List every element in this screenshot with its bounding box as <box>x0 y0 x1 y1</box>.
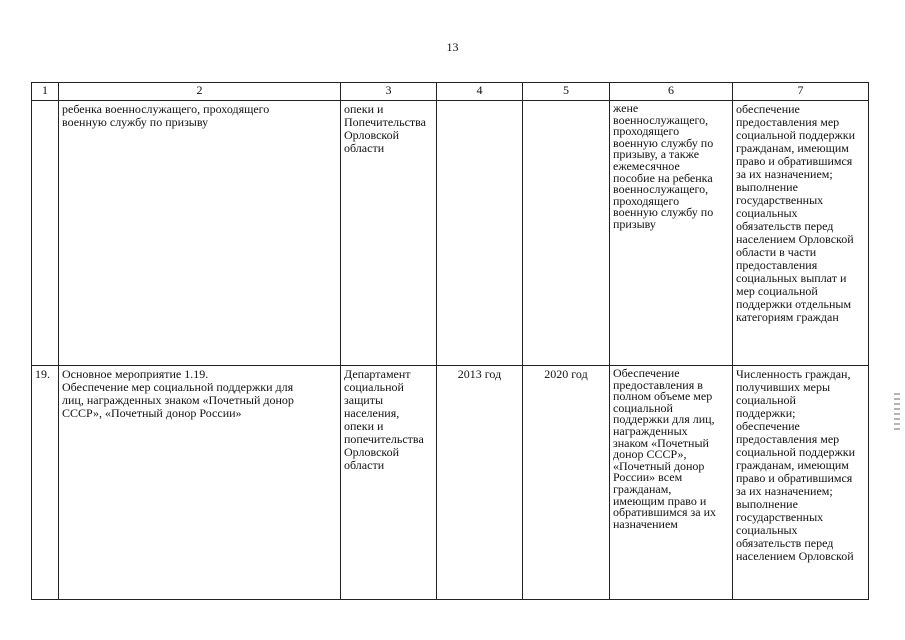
row-number <box>32 101 59 366</box>
text-line: «Почетный донор <box>613 458 705 473</box>
text-line: поддержки для лиц, <box>613 412 715 427</box>
text-line: категориям граждан <box>736 310 839 324</box>
text-line: пособие на ребенка <box>613 170 713 185</box>
measure-name-cell <box>59 101 341 366</box>
text-line: лиц, награжденных знаком «Почетный донор <box>62 393 294 407</box>
text-line: обратившимся за их <box>613 505 717 520</box>
related-indicators-cell <box>733 101 869 366</box>
start-year-cell <box>437 101 523 366</box>
header-cell-1: 1 <box>32 83 59 101</box>
text-line: награжденных <box>613 423 688 438</box>
end-year-cell <box>523 101 610 366</box>
executor-cell <box>341 101 437 366</box>
text-line: призыву <box>613 216 656 231</box>
text-line: области <box>344 141 385 155</box>
text-line: ребенка военнослужащего, проходящего <box>62 102 270 116</box>
header-cell-5: 5 <box>523 83 610 101</box>
text-line: Департамент <box>344 367 411 381</box>
text-line: населением Орловской <box>736 232 854 246</box>
text-line: государственных <box>736 510 824 524</box>
text-line: проходящего <box>613 124 680 139</box>
text-line: военнослужащего, <box>613 112 709 127</box>
text-line: обязательств перед <box>736 536 834 550</box>
related-indicators-cell <box>733 366 869 600</box>
header-cell-2: 2 <box>59 83 341 101</box>
text-line: Орловской <box>344 128 400 142</box>
text-line: социальной <box>613 400 673 415</box>
text-line: военную службу по призыву <box>62 115 209 129</box>
table-row <box>32 101 869 366</box>
executor-cell <box>341 366 437 600</box>
expected-result-cell <box>610 366 733 600</box>
text-line: социальной поддержки <box>736 128 856 142</box>
text-line: военную службу по <box>613 135 714 150</box>
text-line: поддержки отдельным <box>736 297 852 311</box>
text-line: ежемесячное <box>613 158 680 173</box>
text-line: области <box>344 458 385 472</box>
text-line: защиты <box>344 393 384 407</box>
text-line: донор СССР», <box>613 447 687 462</box>
text-line: обеспечение <box>736 419 800 433</box>
text-line: военнослужащего, <box>613 182 709 197</box>
header-cell-4: 4 <box>437 83 523 101</box>
header-row <box>32 83 869 101</box>
text-line: России» всем <box>613 470 683 485</box>
text-line: Попечительства <box>344 115 427 129</box>
expected-result-cell <box>610 101 733 366</box>
text-line: социальной поддержки <box>736 445 856 459</box>
text-line: предоставления мер <box>736 432 840 446</box>
text-line: выполнение <box>736 497 798 511</box>
text-line: назначением <box>613 516 678 531</box>
text-line: право и обратившимся <box>736 154 853 168</box>
text-line: гражданам, <box>613 481 672 496</box>
measure-name-cell <box>59 366 341 600</box>
header-cell-7: 7 <box>733 83 869 101</box>
scan-margin-mark <box>894 393 900 433</box>
text-line: населения, <box>344 406 400 420</box>
text-line: СССР», «Почетный донор России» <box>62 406 242 420</box>
text-line: Обеспечение <box>613 366 680 380</box>
text-line: проходящего <box>613 193 680 208</box>
text-line: призыву, а также <box>613 147 700 162</box>
text-line: гражданам, имеющим <box>736 458 849 472</box>
text-line: населением Орловской <box>736 549 854 563</box>
text-line: государственных <box>736 193 824 207</box>
text-line: за их назначением; <box>736 167 833 181</box>
text-line: военную службу по <box>613 205 714 220</box>
text-line: предоставления <box>736 258 818 272</box>
text-line: обязательств перед <box>736 219 834 233</box>
text-line: Орловской <box>344 445 400 459</box>
text-line: социальных выплат и <box>736 271 847 285</box>
text-line: за их назначением; <box>736 484 833 498</box>
text-line: области в части <box>736 245 817 259</box>
header-cell-6: 6 <box>610 83 733 101</box>
text-line: мер социальной <box>736 284 818 298</box>
text-line: социальной <box>736 393 796 407</box>
table-row <box>32 366 869 600</box>
start-year-cell: 2013 год <box>437 366 523 600</box>
text-line: обеспечение <box>736 102 800 116</box>
text-line: Основное мероприятие 1.19. <box>62 367 209 381</box>
text-line: социальных <box>736 523 798 537</box>
text-line: социальных <box>736 206 798 220</box>
text-line: социальной <box>344 380 404 394</box>
text-line: Численность граждан, <box>736 367 851 381</box>
text-line: получивших меры <box>736 380 831 394</box>
header-cell-3: 3 <box>341 83 437 101</box>
text-line: полном объеме мер <box>613 389 713 404</box>
text-line: предоставления в <box>613 377 703 392</box>
text-line: право и обратившимся <box>736 471 853 485</box>
text-line: попечительства <box>344 432 424 446</box>
text-line: выполнение <box>736 180 798 194</box>
text-line: опеки и <box>344 419 384 433</box>
text-line: жене <box>613 101 639 115</box>
text-line: опеки и <box>344 102 384 116</box>
end-year-cell: 2020 год <box>523 366 610 600</box>
text-line: гражданам, имеющим <box>736 141 849 155</box>
text-line: знаком «Почетный <box>613 435 709 450</box>
row-number: 19. <box>32 366 59 600</box>
text-line: поддержки; <box>736 406 796 420</box>
measures-table <box>31 82 869 600</box>
text-line: имеющим право и <box>613 493 707 508</box>
page-number: 13 <box>446 40 459 54</box>
text-line: предоставления мер <box>736 115 840 129</box>
text-line: Обеспечение мер социальной поддержки для <box>62 380 294 394</box>
